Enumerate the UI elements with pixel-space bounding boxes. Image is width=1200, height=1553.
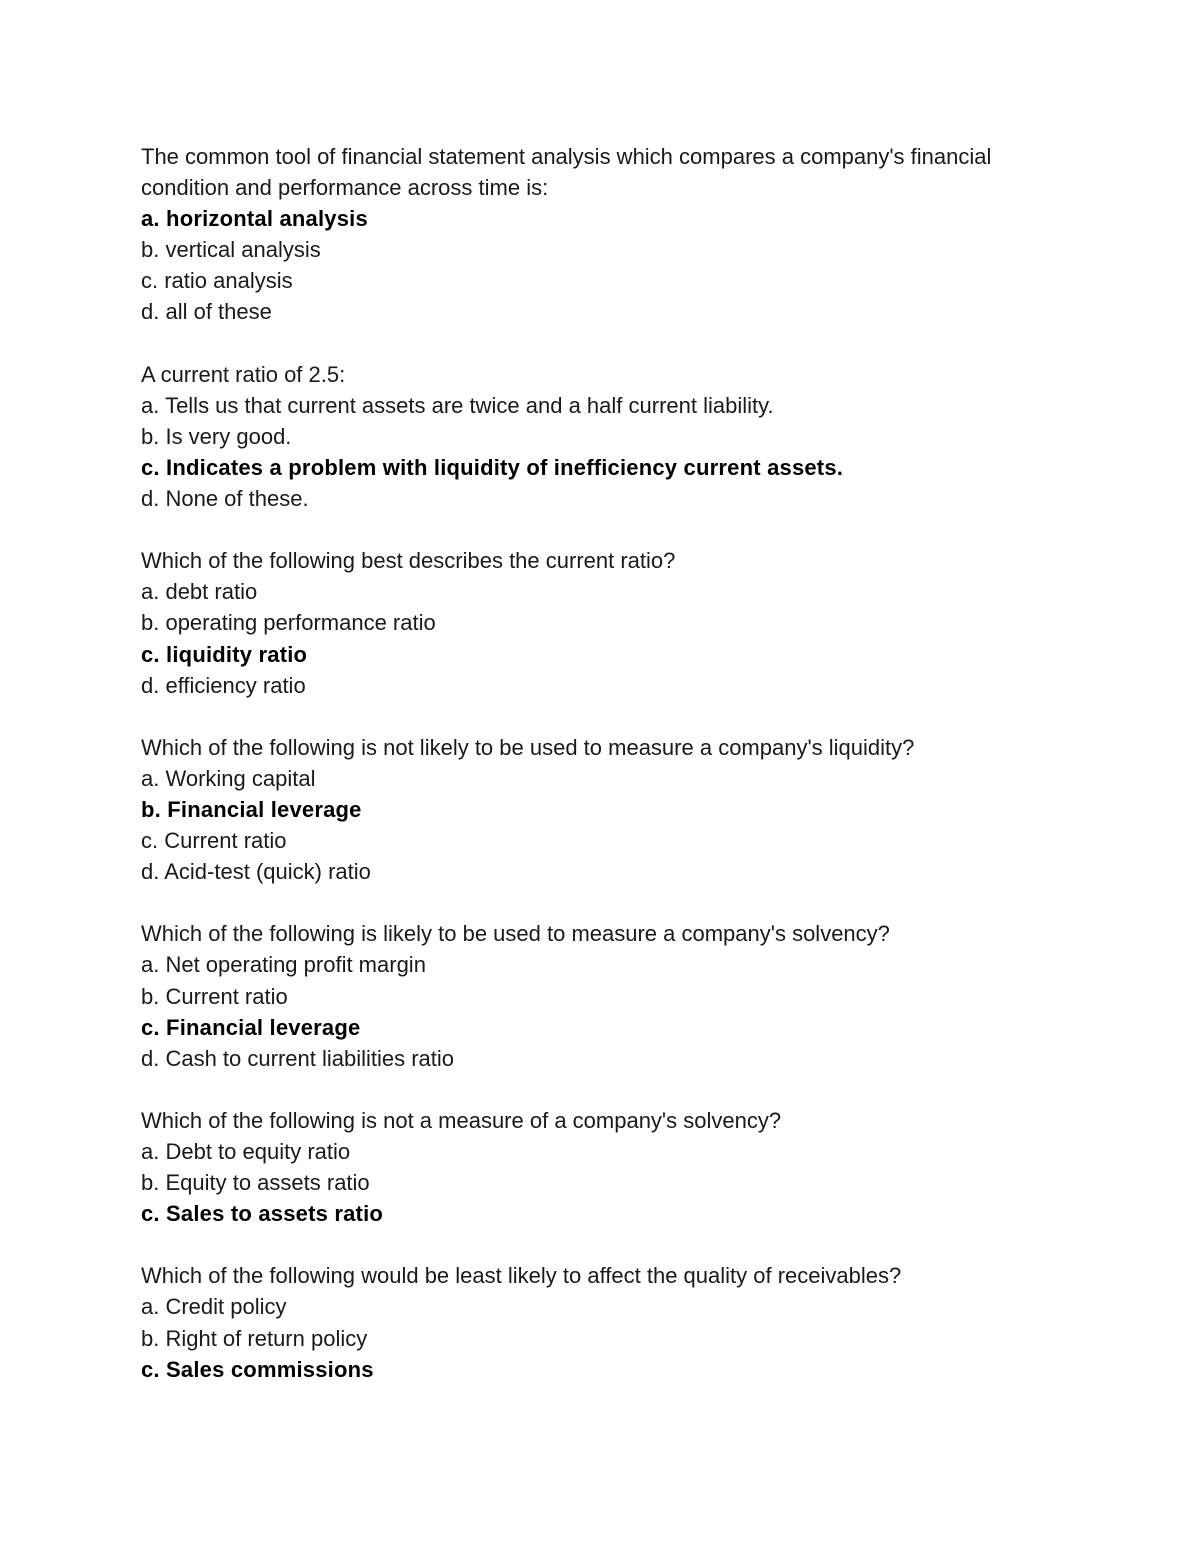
option-correct: c. liquidity ratio — [141, 641, 308, 667]
option: b. Equity to assets ratio — [141, 1170, 370, 1196]
option-correct: c. Financial leverage — [141, 1014, 361, 1040]
question-block — [141, 141, 1071, 328]
question-prompt: The common tool of financial statement analysis which compares a company's financial condition and performance across time is: — [141, 144, 992, 201]
option-correct: c. Sales to assets ratio — [141, 1201, 384, 1227]
option: b. operating performance ratio — [141, 610, 436, 636]
option: a. Working capital — [141, 765, 316, 791]
option: d. Acid-test (quick) ratio — [141, 859, 371, 885]
option: d. efficiency ratio — [141, 672, 306, 698]
question-block — [141, 1105, 1071, 1229]
option: b. vertical analysis — [141, 237, 321, 263]
question-prompt: Which of the following is likely to be used to measure a company's solvency? — [141, 921, 890, 947]
question-prompt: Which of the following is not likely to be used to measure a company's liquidity? — [141, 734, 915, 760]
option-correct: b. Financial leverage — [141, 796, 362, 822]
option: b. Current ratio — [141, 983, 288, 1009]
question-block — [141, 359, 1071, 514]
question-block — [141, 1260, 1071, 1384]
option: d. Cash to current liabilities ratio — [141, 1045, 455, 1071]
option-correct: c. Sales commissions — [141, 1356, 374, 1382]
option: a. debt ratio — [141, 579, 258, 605]
option: a. Credit policy — [141, 1294, 287, 1320]
question-prompt: Which of the following is not a measure of a company's solvency? — [141, 1107, 782, 1133]
option: c. ratio analysis — [141, 268, 293, 294]
option: b. Is very good. — [141, 423, 292, 449]
option: d. all of these — [141, 299, 272, 325]
question-block — [141, 545, 1071, 700]
option: c. Current ratio — [141, 828, 287, 854]
question-block — [141, 732, 1071, 887]
option: d. None of these. — [141, 486, 309, 512]
question-block — [141, 918, 1071, 1073]
option-correct: c. Indicates a problem with liquidity of inefficiency current assets. — [141, 454, 844, 480]
option: a. Tells us that current assets are twice and a half current liability. — [141, 392, 774, 418]
option-correct: a. horizontal analysis — [141, 206, 368, 232]
question-prompt: Which of the following best describes the current ratio? — [141, 548, 676, 574]
document-page — [141, 141, 1071, 1416]
option: a. Net operating profit margin — [141, 952, 426, 978]
option: b. Right of return policy — [141, 1325, 368, 1351]
question-prompt: Which of the following would be least likely to affect the quality of receivables? — [141, 1263, 902, 1289]
option: a. Debt to equity ratio — [141, 1139, 351, 1164]
question-prompt: A current ratio of 2.5: — [141, 361, 346, 387]
